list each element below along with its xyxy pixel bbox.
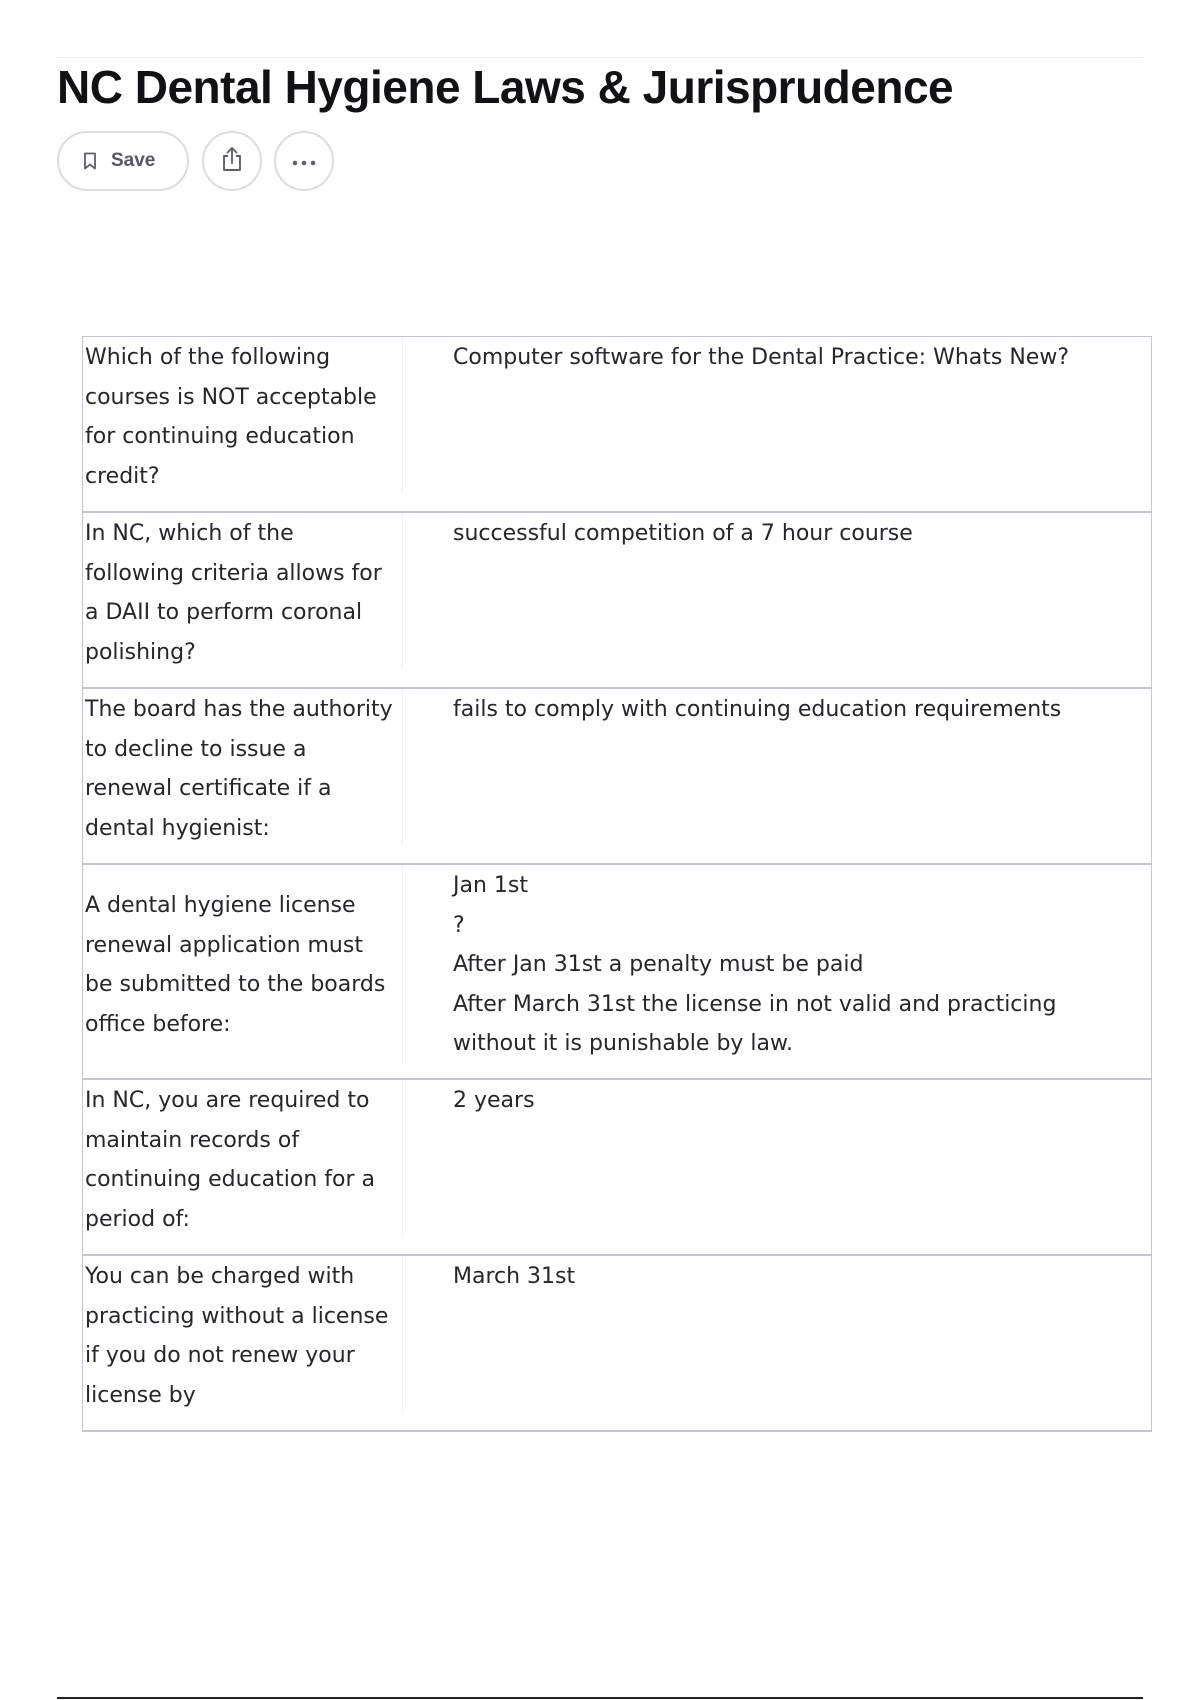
flashcard-row xyxy=(83,689,1151,865)
flashcard-table xyxy=(82,336,1152,1432)
flashcard-row xyxy=(83,337,1151,513)
flashcard-row xyxy=(83,1080,1151,1256)
card-definition: Jan 1st ? After Jan 31st a penalty must be paid After March 31st the license in not valid and practicing without it is punishable by law. xyxy=(453,873,1057,1056)
card-term: You can be charged with practicing without a license if you do not renew your license by xyxy=(83,1256,403,1412)
action-toolbar xyxy=(57,131,334,191)
page-title: NC Dental Hygiene Laws & Jurisprudence xyxy=(57,61,954,113)
card-definition: fails to comply with continuing education requirements xyxy=(453,697,1062,722)
card-term: The board has the authority to decline to issue a renewal certificate if a dental hygienist: xyxy=(83,689,403,845)
bookmark-icon xyxy=(83,152,97,170)
flashcard-row xyxy=(83,865,1151,1080)
more-options-icon xyxy=(290,152,318,171)
share-button[interactable] xyxy=(202,131,262,191)
share-icon xyxy=(219,145,245,177)
card-term-text: A dental hygiene license renewal application must be submitted to the boards office before: xyxy=(85,893,386,1037)
card-term: In NC, you are required to maintain records of continuing education for a period of: xyxy=(83,1080,403,1236)
card-term: In NC, which of the following criteria allows for a DAII to perform coronal polishing? xyxy=(83,513,403,669)
save-button-label: Save xyxy=(111,150,156,171)
card-term xyxy=(83,865,403,1064)
card-definition: Computer software for the Dental Practice: Whats New? xyxy=(453,345,1069,370)
flashcard-row xyxy=(83,1256,1151,1432)
bottom-divider xyxy=(57,1697,1143,1699)
flashcard-row xyxy=(83,513,1151,689)
card-definition: successful competition of a 7 hour course xyxy=(453,521,913,546)
card-definition: 2 years xyxy=(453,1088,535,1113)
more-options-button[interactable] xyxy=(274,131,334,191)
save-button[interactable] xyxy=(57,131,189,191)
card-term: Which of the following courses is NOT acceptable for continuing education credit? xyxy=(83,337,403,493)
card-definition: March 31st xyxy=(453,1264,576,1289)
top-divider xyxy=(57,57,1143,58)
